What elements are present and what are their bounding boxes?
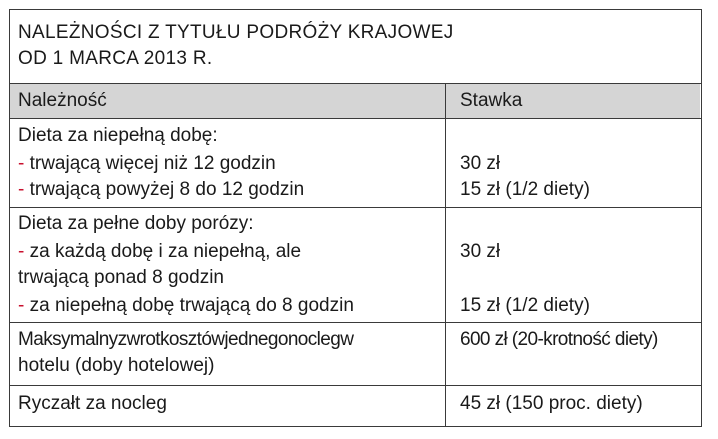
row-subitem-text: za każdą dobę i za niepełną, ale bbox=[24, 241, 302, 262]
row-label: Ryczałt za nocleg bbox=[18, 393, 167, 414]
divider bbox=[9, 118, 702, 119]
title-line-2: OD 1 MARCA 2013 R. bbox=[18, 48, 213, 69]
column-divider bbox=[445, 84, 446, 426]
row-subitem bbox=[18, 240, 301, 264]
dash-marker: - bbox=[18, 153, 25, 174]
header-row-background bbox=[10, 84, 700, 118]
dash-marker: - bbox=[18, 179, 25, 200]
divider bbox=[9, 385, 702, 386]
divider bbox=[9, 322, 702, 323]
title-line-1: NALEŻNOŚCI Z TYTUŁU PODRÓŻY KRAJOWEJ bbox=[18, 22, 454, 43]
row-label: Dieta za niepełną dobę: bbox=[18, 125, 218, 146]
row-subitem bbox=[18, 178, 304, 202]
row-subitem-text: trwającą więcej niż 12 godzin bbox=[24, 153, 276, 174]
row-value: 15 zł (1/2 diety) bbox=[460, 179, 590, 200]
row-subitem-text: trwającą powyżej 8 do 12 godzin bbox=[24, 179, 305, 200]
row-label: Maksymalnyzwrotkosztówjednegonoclegw bbox=[18, 329, 354, 350]
header-col-stawka: Stawka bbox=[460, 90, 523, 111]
row-label-continuation: hotelu (doby hotelowej) bbox=[18, 355, 215, 376]
row-subitem-continuation: trwającą ponad 8 godzin bbox=[18, 267, 224, 288]
row-value: 600 zł (20-krotność diety) bbox=[460, 329, 658, 350]
dash-marker: - bbox=[18, 295, 25, 316]
row-value: 30 zł bbox=[460, 241, 501, 262]
dash-marker: - bbox=[18, 241, 25, 262]
header-col-naleznosc: Należność bbox=[18, 90, 107, 111]
row-value: 30 zł bbox=[460, 153, 501, 174]
row-value: 45 zł (150 proc. diety) bbox=[460, 393, 643, 414]
row-label: Dieta za pełne doby porózy: bbox=[18, 213, 254, 234]
table-title bbox=[18, 20, 454, 72]
row-subitem bbox=[18, 152, 276, 176]
row-subitem bbox=[18, 294, 354, 318]
row-subitem-text: za niepełną dobę trwającą do 8 godzin bbox=[24, 295, 354, 316]
row-value: 15 zł (1/2 diety) bbox=[460, 295, 590, 316]
divider bbox=[9, 207, 702, 208]
